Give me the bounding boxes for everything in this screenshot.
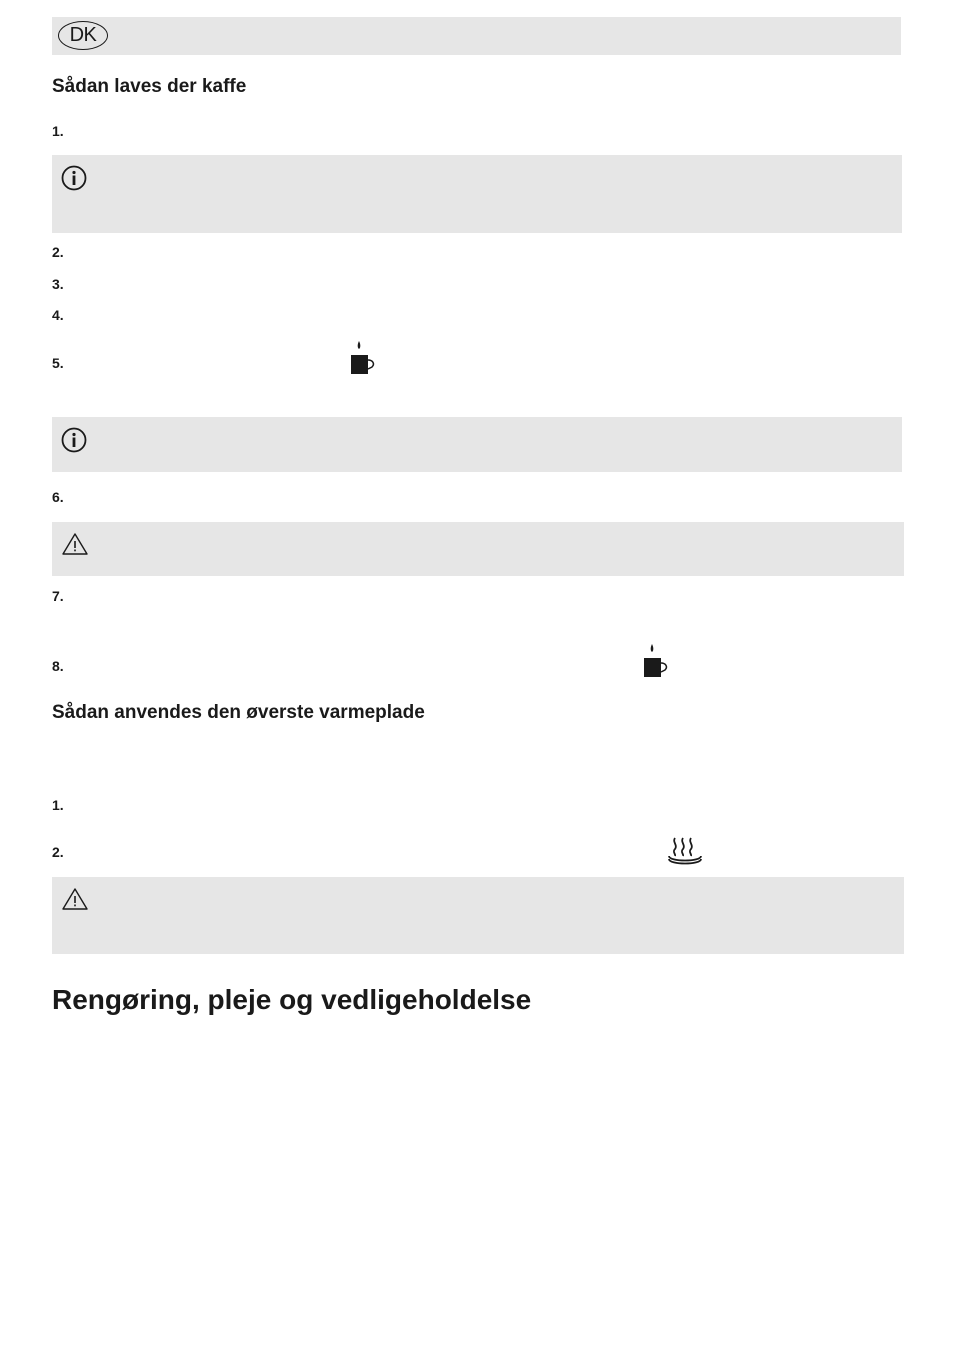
language-badge (58, 21, 108, 50)
section-title-hotplate: Sådan anvendes den øverste varmeplade (52, 702, 425, 723)
info-note-2 (52, 417, 902, 472)
step-number: 5. (52, 355, 64, 371)
warning-icon (61, 887, 89, 911)
step-number: 2. (52, 244, 64, 260)
step-number: 6. (52, 489, 64, 505)
step-number: 2. (52, 844, 64, 860)
section-title-cleaning: Rengøring, pleje og vedligeholdelse (52, 984, 532, 1015)
step-number: 3. (52, 276, 64, 292)
section-title-brew: Sådan laves der kaffe (52, 76, 247, 97)
coffee-cup-icon (641, 643, 671, 679)
step-number: 8. (52, 658, 64, 674)
info-note-1 (52, 155, 902, 233)
hotplate-icon (666, 834, 704, 866)
step-number: 7. (52, 588, 64, 604)
warning-note-1 (52, 522, 904, 576)
step-number: 1. (52, 797, 64, 813)
step-number: 4. (52, 307, 64, 323)
language-code: DK (69, 24, 97, 46)
info-icon (61, 165, 87, 191)
coffee-cup-icon (348, 340, 378, 376)
info-icon (61, 427, 87, 453)
step-number: 1. (52, 123, 64, 139)
header-band (52, 17, 901, 55)
warning-icon (61, 532, 89, 556)
warning-note-2 (52, 877, 904, 954)
